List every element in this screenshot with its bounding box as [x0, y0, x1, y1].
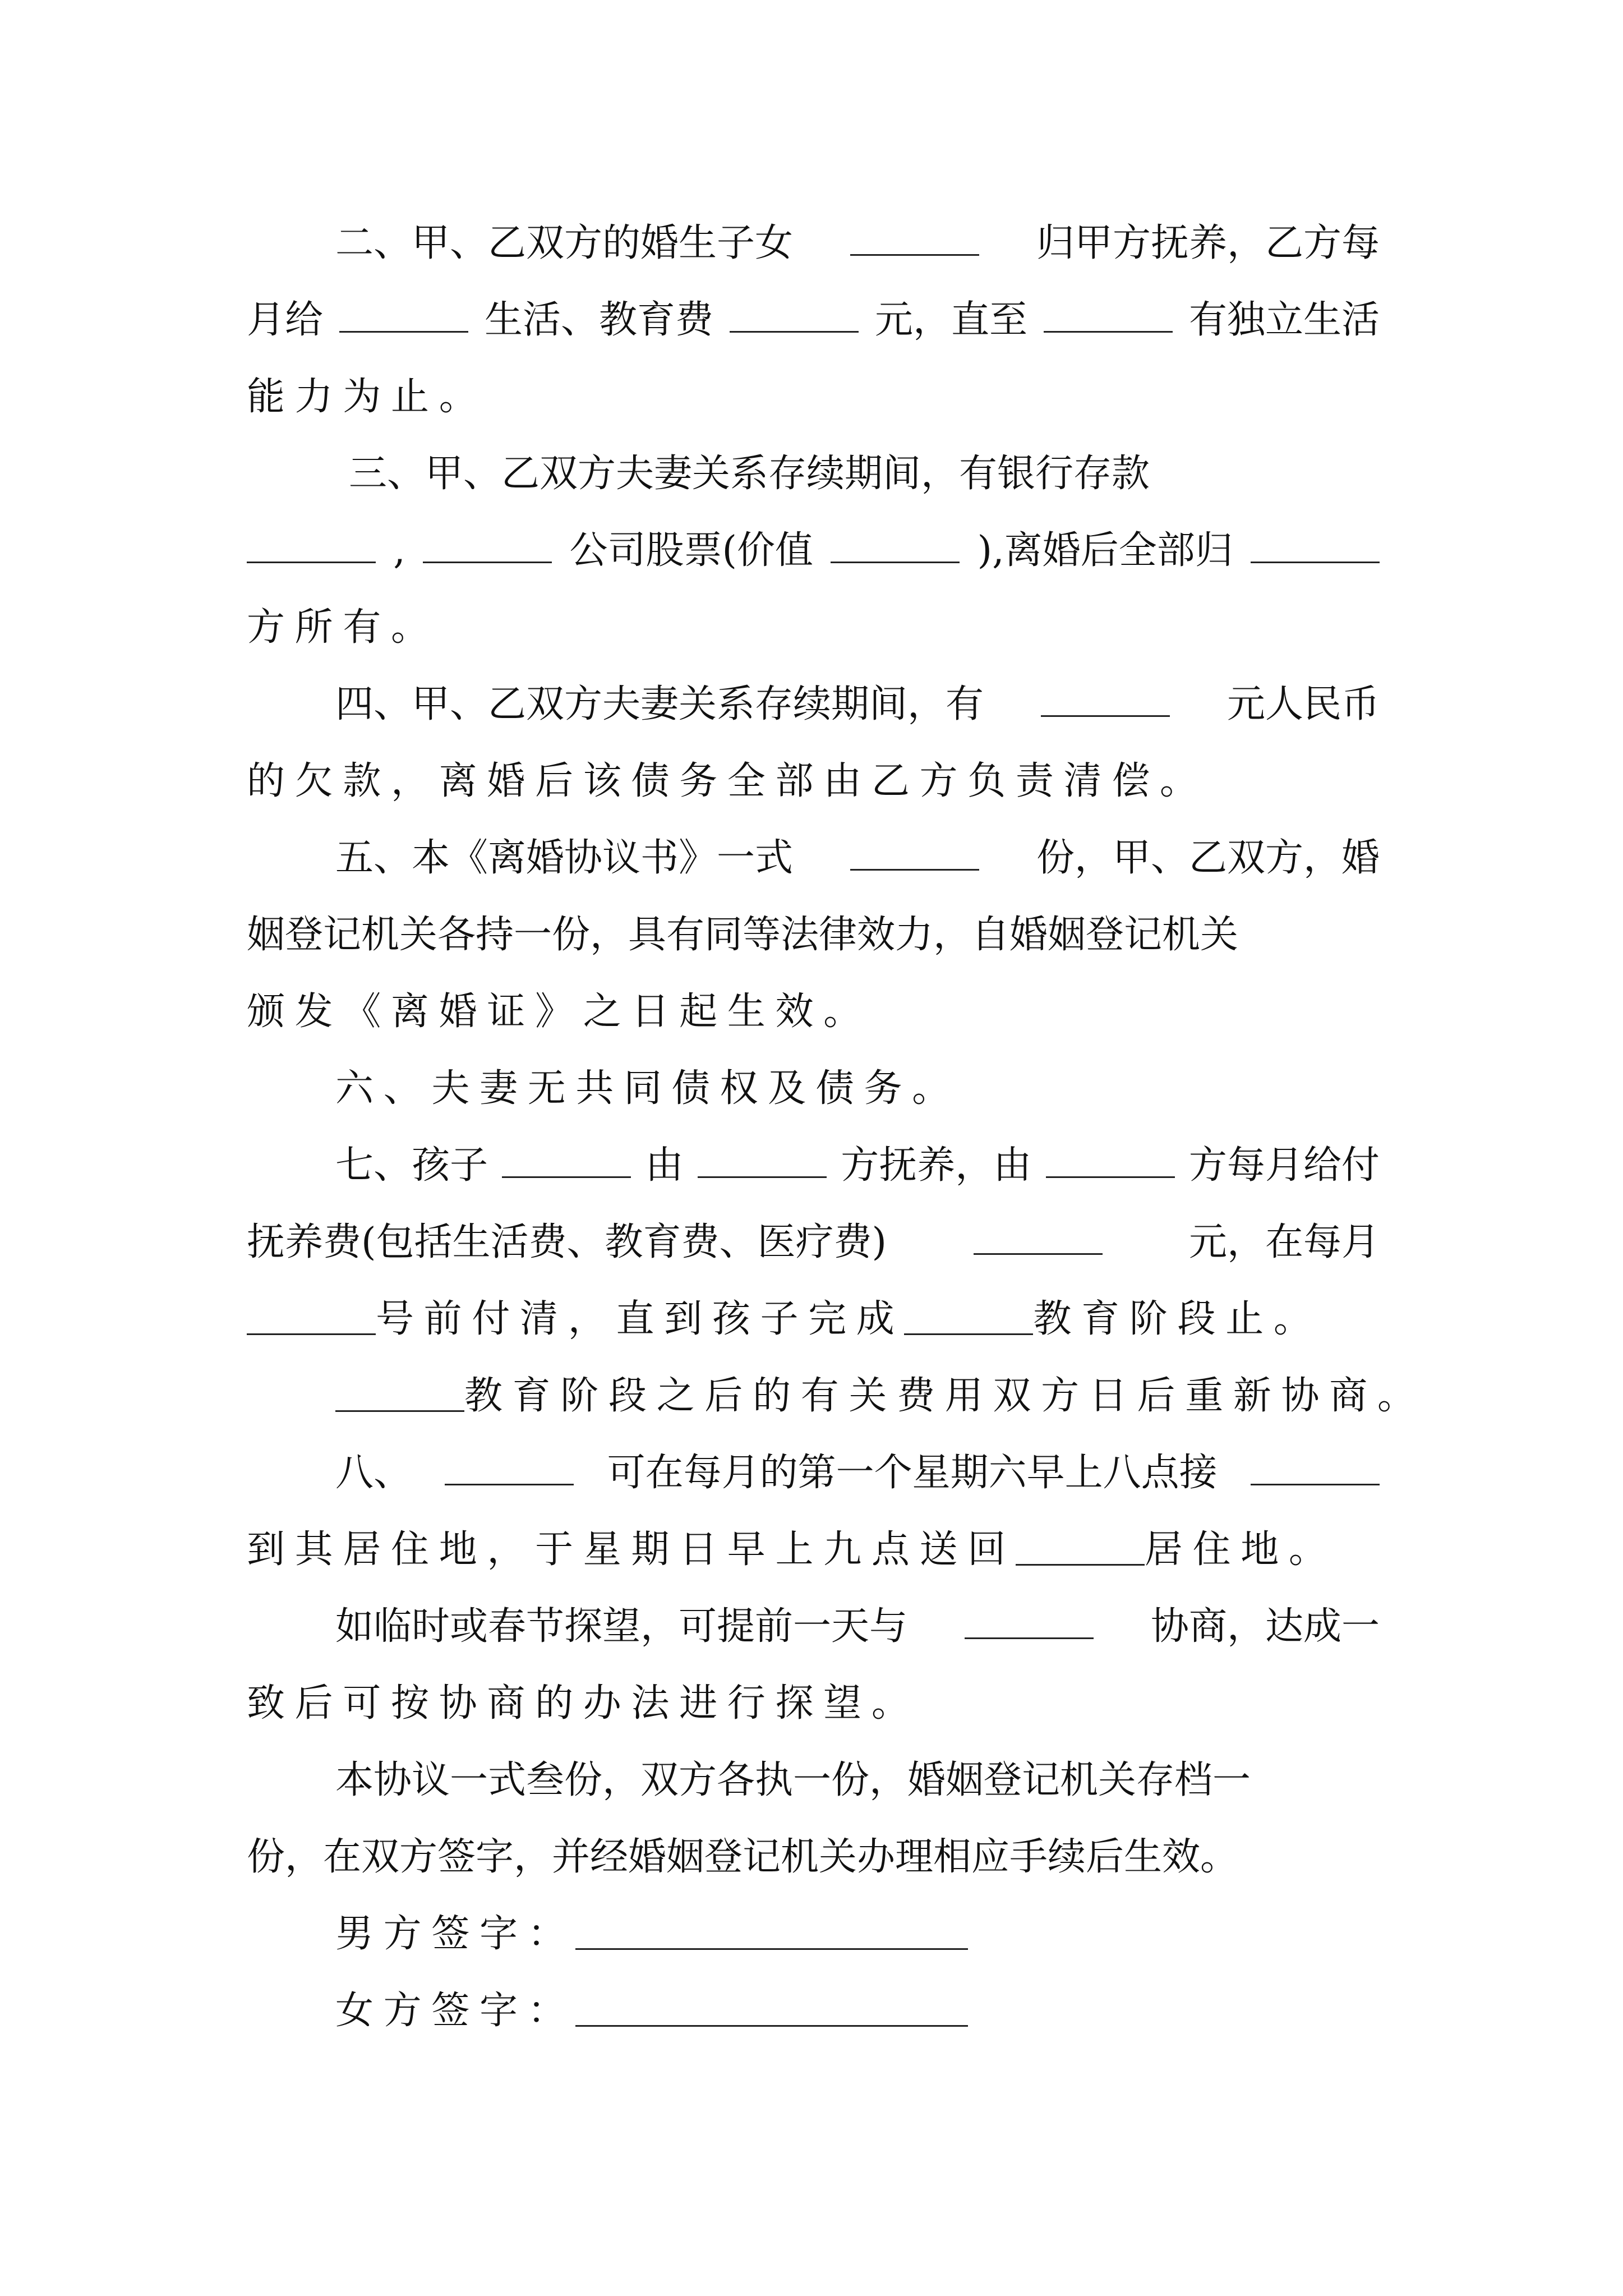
clause-5-line-2 [247, 908, 1380, 962]
clause-7-line-1 [335, 1139, 1380, 1193]
text-run: 月给 [247, 298, 324, 342]
male-signature-line [335, 1907, 1380, 1961]
text-run: 教育阶段之后的有关费用双方日后重新协商。 [464, 1374, 1426, 1418]
text-run: 有独立生活 [1188, 298, 1380, 342]
text-run: 如临时或春节探望，可提前一天与 [335, 1604, 908, 1649]
clause-2-line-1 [335, 217, 1380, 270]
text-run: 元人民币 [1227, 682, 1380, 726]
text-run: 由 [645, 1143, 684, 1188]
text-run: 三、甲、乙双方夫妻关系存续期间，有银行存款 [349, 452, 1150, 496]
copies-line-1 [335, 1754, 1380, 1807]
text-run: ),离婚后全部归 [977, 528, 1233, 573]
text-run: 五、本《离婚协议书》一式 [335, 836, 794, 880]
visitation-line-1 [335, 1600, 1380, 1654]
text-run: 归甲方抚养，乙方每 [1036, 221, 1380, 265]
text-run: 到其居住地，于星期日早上九点送回 [247, 1527, 1016, 1572]
text-run: , [393, 528, 405, 573]
text-run: 协商，达成一 [1150, 1604, 1380, 1649]
text-run: 二、甲、乙双方的婚生子女 [335, 221, 794, 265]
clause-3-line-2 [247, 524, 1380, 578]
text-run: 可在每月的第一个星期六早上八点接 [607, 1451, 1218, 1495]
fill-blank [730, 298, 859, 333]
female-signature-field[interactable] [575, 1993, 968, 2027]
text-run: 七、孩子 [335, 1143, 488, 1188]
fill-blank [502, 1144, 631, 1178]
fill-blank [904, 1301, 1033, 1335]
clause-7-line-2 [247, 1216, 1380, 1269]
fill-blank [1251, 529, 1380, 563]
text-run: 元，在每月 [1188, 1220, 1380, 1264]
fill-blank [1251, 1451, 1380, 1485]
clause-7-line-3 [247, 1292, 1380, 1346]
text-run: 号前付清，直到孩子完成 [376, 1297, 905, 1341]
fill-blank [698, 1144, 827, 1178]
text-run: 四、甲、乙双方夫妻关系存续期间，有 [335, 682, 984, 726]
text-run: 教育阶段止。 [1033, 1297, 1322, 1341]
clause-3-line-3 [247, 601, 1380, 655]
fill-blank [423, 529, 552, 563]
fill-blank [339, 298, 468, 333]
fill-blank [247, 1301, 376, 1335]
text-run: 能力为止。 [247, 375, 487, 419]
fill-blank [1016, 1531, 1145, 1566]
clause-7-line-4 [335, 1369, 1426, 1423]
text-run: 份，甲、乙双方，婚 [1036, 836, 1380, 880]
text-run: 元，直至 [874, 298, 1027, 342]
clause-4-line-2 [247, 754, 1380, 808]
text-run: 的欠款，离婚后该债务全部由乙方负责清偿。 [247, 759, 1208, 803]
clause-5-line-3 [247, 985, 1380, 1039]
clause-2-line-3 [247, 370, 1380, 424]
fill-blank [335, 1378, 464, 1412]
text-run: 份，在双方签字，并经婚姻登记机关办理相应手续后生效。 [247, 1835, 1239, 1879]
text-run: 居住地。 [1144, 1527, 1337, 1572]
visitation-line-2 [247, 1677, 1380, 1731]
fill-blank [1041, 683, 1170, 717]
male-signature-label: 男方签字： [335, 1912, 576, 1956]
fill-blank [850, 836, 979, 871]
text-run: 姻登记机关各持一份，具有同等法律效力，自婚姻登记机关 [247, 913, 1239, 957]
clause-4-line-1 [335, 678, 1380, 731]
female-signature-label: 女方签字： [335, 1989, 576, 2033]
fill-blank [965, 1605, 1094, 1639]
clause-8-line-2 [247, 1523, 1380, 1577]
text-run: 方所有。 [247, 605, 439, 650]
clause-5-line-1 [335, 831, 1380, 885]
text-run: 方抚养，由 [841, 1143, 1032, 1188]
fill-blank [1046, 1144, 1175, 1178]
text-run: 方每月给付 [1188, 1143, 1380, 1188]
text-run: 公司股票(价值 [569, 528, 813, 573]
clause-2-line-2 [247, 293, 1380, 347]
text-run: 抚养费(包括生活费、教育费、医疗费) [247, 1220, 887, 1264]
fill-blank [850, 222, 979, 256]
clause-6-line-1 [335, 1062, 1380, 1116]
text-run: 本协议一式叁份，双方各执一份，婚姻登记机关存档一 [335, 1758, 1251, 1802]
clause-8-line-1 [335, 1446, 1380, 1500]
text-run: 颁发《离婚证》之日起生效。 [247, 990, 872, 1034]
text-run: 生活、教育费 [484, 298, 713, 342]
female-signature-line [335, 1984, 1380, 2038]
fill-blank [445, 1451, 574, 1485]
clause-3-line-1 [349, 447, 1380, 501]
text-run: 八、 [335, 1451, 412, 1495]
text-run: 六、夫妻无共同债权及债务。 [335, 1066, 960, 1111]
fill-blank [974, 1221, 1103, 1255]
fill-blank [247, 529, 376, 563]
copies-line-2 [247, 1830, 1380, 1884]
fill-blank [1044, 298, 1173, 333]
male-signature-field[interactable] [575, 1916, 968, 1950]
text-run: 致后可按协商的办法进行探望。 [247, 1681, 920, 1726]
fill-blank [831, 529, 960, 563]
